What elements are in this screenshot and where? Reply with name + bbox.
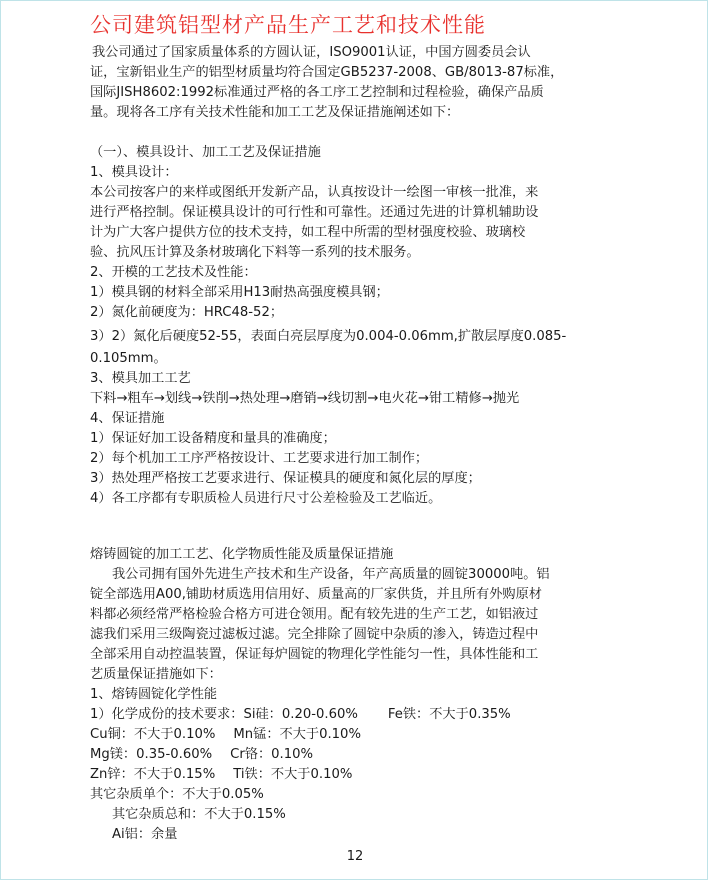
subsection-title: 1、模具设计： [90,165,178,180]
subsection-title: 1、熔铸圆锭化学性能 [90,687,218,702]
list-item: 2）氮化前硬度为：HRC48-52； [90,305,284,320]
page-number: 12 [346,849,364,864]
chem-fe: Fe铁：不大于0.35% [387,707,511,722]
chem-si: 1）化学成份的技术要求：Si硅：0.20-0.60% [90,707,358,722]
intro-line: 证，宝新铝业生产的铝型材质量均符合国定GB5237-2008、GB/8013-87标准， [90,65,564,80]
chem-mn: Mn锰：不大于0.10% [233,727,361,742]
intro-line: 量。现将各工序有关技术性能和加工工艺及保证措施阐述如下： [90,105,460,120]
chem-row [90,705,626,725]
paragraph-line: 全部采用自动控温装置，保证每炉圆锭的物理化学性能匀一性，具体性能和工 [90,647,539,662]
list-item: 1）保证好加工设备精度和量具的准确度； [90,431,336,446]
chem-zn: Zn锌：不大于0.15% [90,767,216,782]
chem-row: 其它杂质总和：不大于0.15% [112,807,286,822]
list-item: 1）模具钢的材料全部采用H13耐热高强度模具钢； [90,285,389,300]
list-item: 4）各工序都有专职质检人员进行尺寸公差检验及工艺临近。 [90,491,442,506]
paragraph-line: 进行严格控制。保证模具设计的可行性和可靠性。还通过先进的计算机辅助设 [90,205,539,220]
list-item: 0.105mm。 [90,351,167,366]
paragraph-line: 我公司拥有国外先进生产技术和生产设备，年产高质量的圆锭30000吨。铝 [112,567,550,582]
section-heading: （一）、模具设计、加工工艺及保证措施 [90,145,321,160]
section-heading: 熔铸圆锭的加工工艺、化学物质性能及质量保证措施 [90,547,394,562]
paragraph-line: 验、抗风压计算及条材玻璃化下料等一系列的技术服务。 [90,245,420,260]
paragraph-line: 计为广大客户提供方位的技术支持，如工程中所需的型材强度校验、玻璃校 [90,225,526,240]
chem-row: 其它杂质单个：不大于0.05% [90,787,264,802]
process-flow: 下料→粗车→划线→铁削→热处理→磨销→线切割→电火花→钳工精修→抛光 [90,391,520,406]
subsection-title: 4、保证措施 [90,411,165,426]
chem-row [90,725,626,745]
paragraph-line: 本公司按客户的来样或图纸开发新产品，认真按设计一绘图一审核一批准，来 [90,185,539,200]
subsection-title: 2、开模的工艺技术及性能： [90,265,257,280]
chem-row: Ai铝：余量 [112,827,178,842]
chem-cr: Cr铬：0.10% [230,747,314,762]
list-item: 3）热处理严格按工艺要求进行、保证模具的硬度和氮化层的厚度； [90,471,481,486]
chem-row [90,745,626,765]
chem-mg: Mg镁：0.35-0.60% [90,747,213,762]
paragraph-line: 艺质量保证措施如下： [90,667,222,682]
paragraph-line: 料都必须经常严格检验合格方可进仓领用。配有较先进的生产工艺，如铝液过 [90,607,539,622]
list-item: 3）2）氮化后硬度52-55，表面白亮层厚度为0.004-0.06mm,扩散层厚度0.085- [90,329,567,344]
page-title: 公司建筑铝型材产品生产工艺和技术性能 [90,13,486,37]
list-item: 2）每个机加工工序严格按设计、工艺要求进行加工制作； [90,451,429,466]
paragraph-line: 锭全部选用A00,铺助材质选用信用好、质量高的厂家供货，并且所有外购原材 [90,587,542,602]
paragraph-line: 滤我们采用三级陶瓷过滤板过滤。完全排除了圆锭中杂质的渗入，铸造过程中 [90,627,539,642]
chem-row [90,765,626,785]
subsection-title: 3、模具加工工艺 [90,371,191,386]
intro-line: 我公司通过了国家质量体系的方圆认证，ISO9001认证，中国方圆委员会认 [92,45,531,60]
document-body [90,43,626,845]
intro-line: 国际JISH8602:1992标准通过严格的各工序工艺控制和过程检验，确保产品质 [90,85,544,100]
chem-ti: Ti铁：不大于0.10% [233,767,353,782]
chem-cu: Cu铜：不大于0.10% [90,727,216,742]
